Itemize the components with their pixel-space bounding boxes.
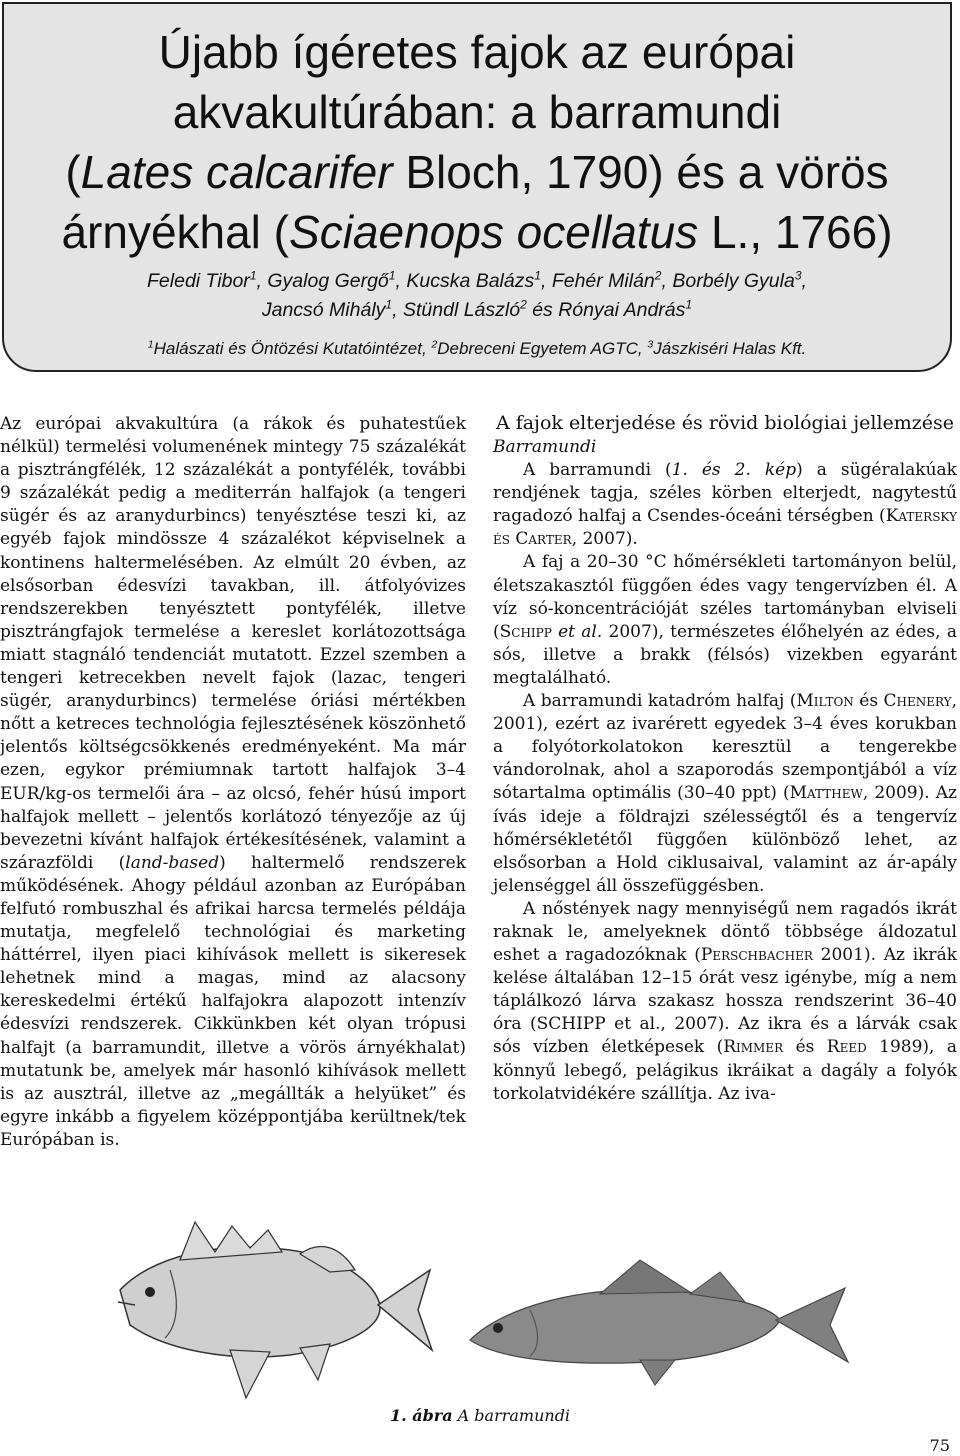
paragraph: A faj a 20–30 °C hőmérsékleti tartományon belül, életszakasztól függően édes vagy tengervízben él. A víz só-koncentrációját széles tartományban elviseli (Schipp et al. 2007), természetes élőhelyén az édes, a sós, illetve a brakk (félsós) vizekben egyaránt megtalálható.	[493, 552, 957, 688]
right-column	[493, 410, 957, 1106]
fish-drawing-left	[118, 1222, 432, 1398]
fish-photo-right	[470, 1260, 848, 1385]
article-title: Újabb ígéretes fajok az európai akvakultúrában: a barramundi (Lates calcarifer Bloch, 1790) és a vörös árnyékhal (Sciaenops ocellatus L., 1766)	[61, 26, 893, 258]
author-line-2: Jancsó Mihály$^1$, Stündl László$^2$ és Rónyai András$^1$	[261, 297, 693, 321]
intro-paragraph: Az európai akvakultúra (a rákok és puhatestűek nélkül) termelési volumenének mintegy 75 százalékát a pisztrángfélék, 12 százalékát a pontyfélék, további 9 százalékát pedig a mediterrán halfajok (a tengeri sügér és az aranydurbincs) tenyésztése teszi ki, az egyéb fajok mindössze 4 százalékot képviselnek a kontinens haltermelésében. Az elmúlt 20 évben, az elsősorban édesvízi tavakban, ill. átfolyóvizes rendszerekben tenyésztett pontyfélék, illetve pisztrángfajok termelése a kereslet korlátozottsága miatt stagnáló tendenciát mutatott. Ezzel szemben a tengeri ketrecekben nevelt fajok (lazac, tengeri sügér, aranydurbincs) termelése óriási mértékben nőtt a ketreces technológia fejlesztésének köszönhető jelentős költségcsökkenés eredményeként. Ma már ezen, egykor prémiumnak tartott halfajok 3–4 EUR/kg-os termelői ára – az olcsó, fehér húsú import halfajok mellett – jelentős korlátozó tényezője az új bevezetni kívánt halfajok értékesítésének, valamint a szárazföldi (land-based) haltermelő rendszerek működésének. Ahogy például azonban az Európában felfutó rombuszhal és afrikai harcsa termelés példája mutatja, megfelelő technológiai és marketing háttérrel, ilyen piaci kihívások mellett is sikeresek lehetnek mind a magas, mind az alacsony kereskedelmi értékű halfajokra alapozott intenzív édesvízi rendszerek. Cikkünkben két olyan trópusi halfajt (a barramundit, illetve a vörös árnyékhalat) mutatunk be, amelyek már hasonló kihívások mellett is az ausztrál, illetve az „megállták a helyüket” és egyre inkább a figyelem középpontjába kerültnek/tek Európában is.	[0, 414, 466, 1150]
author-line-1: Feledi Tibor$^1$, Gyalog Gergő$^1$, Kucska Balázs$^1$, Fehér Milán$^2$, Borbély Gyula$^3$,	[147, 268, 807, 292]
title-box	[2, 2, 952, 372]
paragraph: A barramundi (1. és 2. kép) a sügéralakúak rendjének tagja, széles körben elterjedt, nagytestű ragadozó halfaj a Csendes-óceáni térségben (Katersky és Carter, 2007).	[493, 460, 957, 550]
page-number: 75	[929, 1436, 950, 1455]
left-column	[0, 413, 466, 1152]
paragraph: A nőstények nagy mennyiségű nem ragadós ikrát raknak le, amelyeknek döntő többsége áldozatul eshet a ragadozóknak (Perschbacher 2001). Az ikrák kelése általában 12–15 órát vesz igénybe, míg a nem táplálkozó lárva szakasz hossza rendszerint 36–40 óra (SCHIPP et al., 2007). Az ikra és a lárvák csak sós vízben életképesek (Rimmer és Reed 1989), a könnyű lebegő, pelágikus ikráikat a dagály a folyók torkolatvidékére szállítja. Az iva-	[493, 898, 957, 1104]
paragraph: A barramundi katadróm halfaj (Milton és Chenery, 2001), ezért az ivarérett egyedek 3–4 éves korukban a folyótorkolatokon keresztül a tengerekbe vándorolnak, ahol a szaporodás szempontjából a víz sótartalma optimális (30–40 ppt) (Matthew, 2009). Az ívás ideje a földrajzi szélességtől és a tengervíz hőmérsékletétől függően különböző lehet, az elsősorban a Hold ciklusaival, valamint az ár-apály jelenséggel áll összefüggésben.	[493, 691, 957, 896]
barramundi-illustration	[0, 1210, 960, 1410]
subsection-heading: Barramundi	[493, 437, 597, 457]
author-list	[4, 267, 950, 325]
affiliations: $^1$Halászati és Öntözési Kutatóintézet, $^2$Debreceni Egyetem AGTC, $^3$Jászkiséri Halas Kft.	[147, 338, 807, 358]
figure-caption: 1. ábra A barramundi	[389, 1406, 571, 1425]
section-heading: A fajok elterjedése és rövid biológiai jellemzése	[495, 412, 955, 434]
